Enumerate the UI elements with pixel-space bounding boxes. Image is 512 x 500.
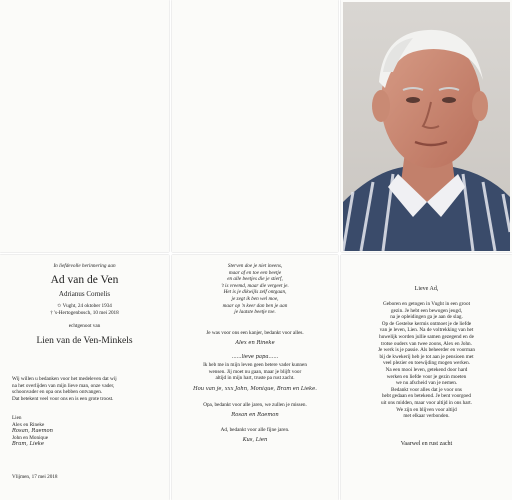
message-alex: Je was voor ons een kanjer, bedankt voor alles. [206, 330, 304, 336]
thank-you-text [12, 376, 162, 402]
letter-greeting: Lieve Ad, [414, 286, 439, 292]
family-member: John en Monique [12, 434, 49, 441]
letter-line: hebt gedaan en betekend. Je bent voorgoed [381, 393, 472, 400]
message-grandchildren: Opa, bedankt voor alle jaren, we zullen je missen. [203, 402, 307, 408]
card-back-left [0, 0, 169, 252]
letter-line: veel plezier en toewijding mogen werken. [382, 360, 470, 367]
thank-you-line: na het overlijden van mijn lieve man, onze vader, [12, 382, 115, 389]
intro-text: In liefdevolle herinnering aan [53, 263, 116, 269]
message-lien: Ad, bedankt voor alle fijne jaren. [220, 427, 290, 433]
message-john-line: altijd in mijn hart, truste pa rust zacht. [215, 375, 295, 382]
letter-line: Bedankt voor alles dat je voor ons [391, 386, 462, 393]
poem-line: en alle beetjes die je stierf, [227, 276, 283, 283]
letter-line: trotse ouders van twee zoons, Alex en John. [381, 340, 472, 347]
family-member: Rosan, Raemon [12, 428, 53, 435]
letter-line: huwelijk worden jullie samen gezegend en de [379, 333, 474, 340]
poem-line: Het is je dikwijls zelf ontgaan, [223, 289, 287, 296]
signature-grandchildren: Rosan en Raemon [231, 412, 279, 418]
letter-line: We zijn en blijven voor altijd [396, 406, 457, 413]
poem-line: maar af en toe een beetje [228, 269, 282, 276]
letter-line: na je opleidingen ga je aan de slag. [390, 314, 463, 321]
spouse-label: echtgenoot van [68, 323, 101, 329]
poem-line: 't is vreemd, maar die vergeet je. [221, 282, 289, 289]
card-back-middle [172, 0, 338, 252]
letter-line: Geboren en getogen in Vught in een groot [382, 301, 471, 307]
lieve-papa: ......lieve papa...... [231, 354, 279, 360]
family-member: Lien [12, 415, 22, 421]
signature-john: Hou van je, xxx John, Monique, Bram en Lieke. [193, 386, 317, 392]
letter-line: uit ons midden, maar voor altijd in ons hart. [380, 399, 473, 406]
letter-line: met elkaar verbonden. [403, 413, 450, 420]
family-member: Bram, Lieke [12, 441, 44, 448]
signature-alex: Alex en Rineke [235, 340, 275, 346]
signature-lien: Kus, Lien [242, 437, 268, 443]
message-john [172, 362, 338, 382]
letter-line: gezin. Je hebt een bewogen jeugd, [390, 307, 462, 314]
poem [172, 263, 338, 316]
thank-you-line: Dat betekent veel voor ons en is een grote troost. [12, 395, 114, 402]
poem-line: je zegt ik ben wel moe, [231, 295, 279, 302]
letter-line: Je werk is je passie. Als beheerder en voorman [378, 347, 475, 354]
poem-line: Sterven doe je niet ineens, [227, 263, 283, 269]
spouse-name: Lien van de Ven-Minkels [36, 336, 133, 346]
thank-you-line: Wij willen u bedanken voor het medeleven dat wij [12, 376, 117, 382]
letter-line: werken en liefde voor je gezin moeten [386, 373, 467, 380]
message-john-line: Ik heb me in mijn leven geen betere vader kunnen [203, 362, 307, 368]
deceased-name: Ad van de Ven [50, 274, 119, 286]
letter-line: Na een mooi leven, getekend door hard [385, 366, 468, 373]
family-list [12, 415, 53, 448]
letter-body [341, 301, 512, 420]
family-member: Alex en Rineke [12, 421, 45, 428]
place-date: Vlijmen, 17 mei 2018 [12, 474, 58, 480]
poem-line: maar op 'n keer dan ben je aan [222, 302, 288, 309]
portrait-photo [343, 2, 510, 251]
death-info: † 's-Hertogenbosch, 10 mei 2018 [50, 310, 119, 316]
letter-closing: Vaarwel en rust zacht [400, 441, 453, 447]
letter-line: Op de Gestelse kermis ontmoet je de liefde [381, 320, 472, 327]
full-name: Adrianus Cornelis [58, 290, 111, 298]
letter-line: we nu afscheid van je nemen. [395, 380, 458, 387]
letter-line: van je leven, Lien. Na de voltrekking van het [379, 327, 474, 334]
message-john-line: wensen. Jij moet nu gaan, maar je blijft voor [208, 368, 302, 375]
birth-info: ✩ Vught, 24 oktober 1934 [57, 303, 112, 309]
thank-you-line: schoonvader en opa ons hebben ontvangen. [12, 389, 103, 396]
letter-line: bij de kwekerij heb je tot aan je pensioen met [379, 353, 474, 360]
poem-line: je laatste beetje toe. [234, 309, 276, 316]
